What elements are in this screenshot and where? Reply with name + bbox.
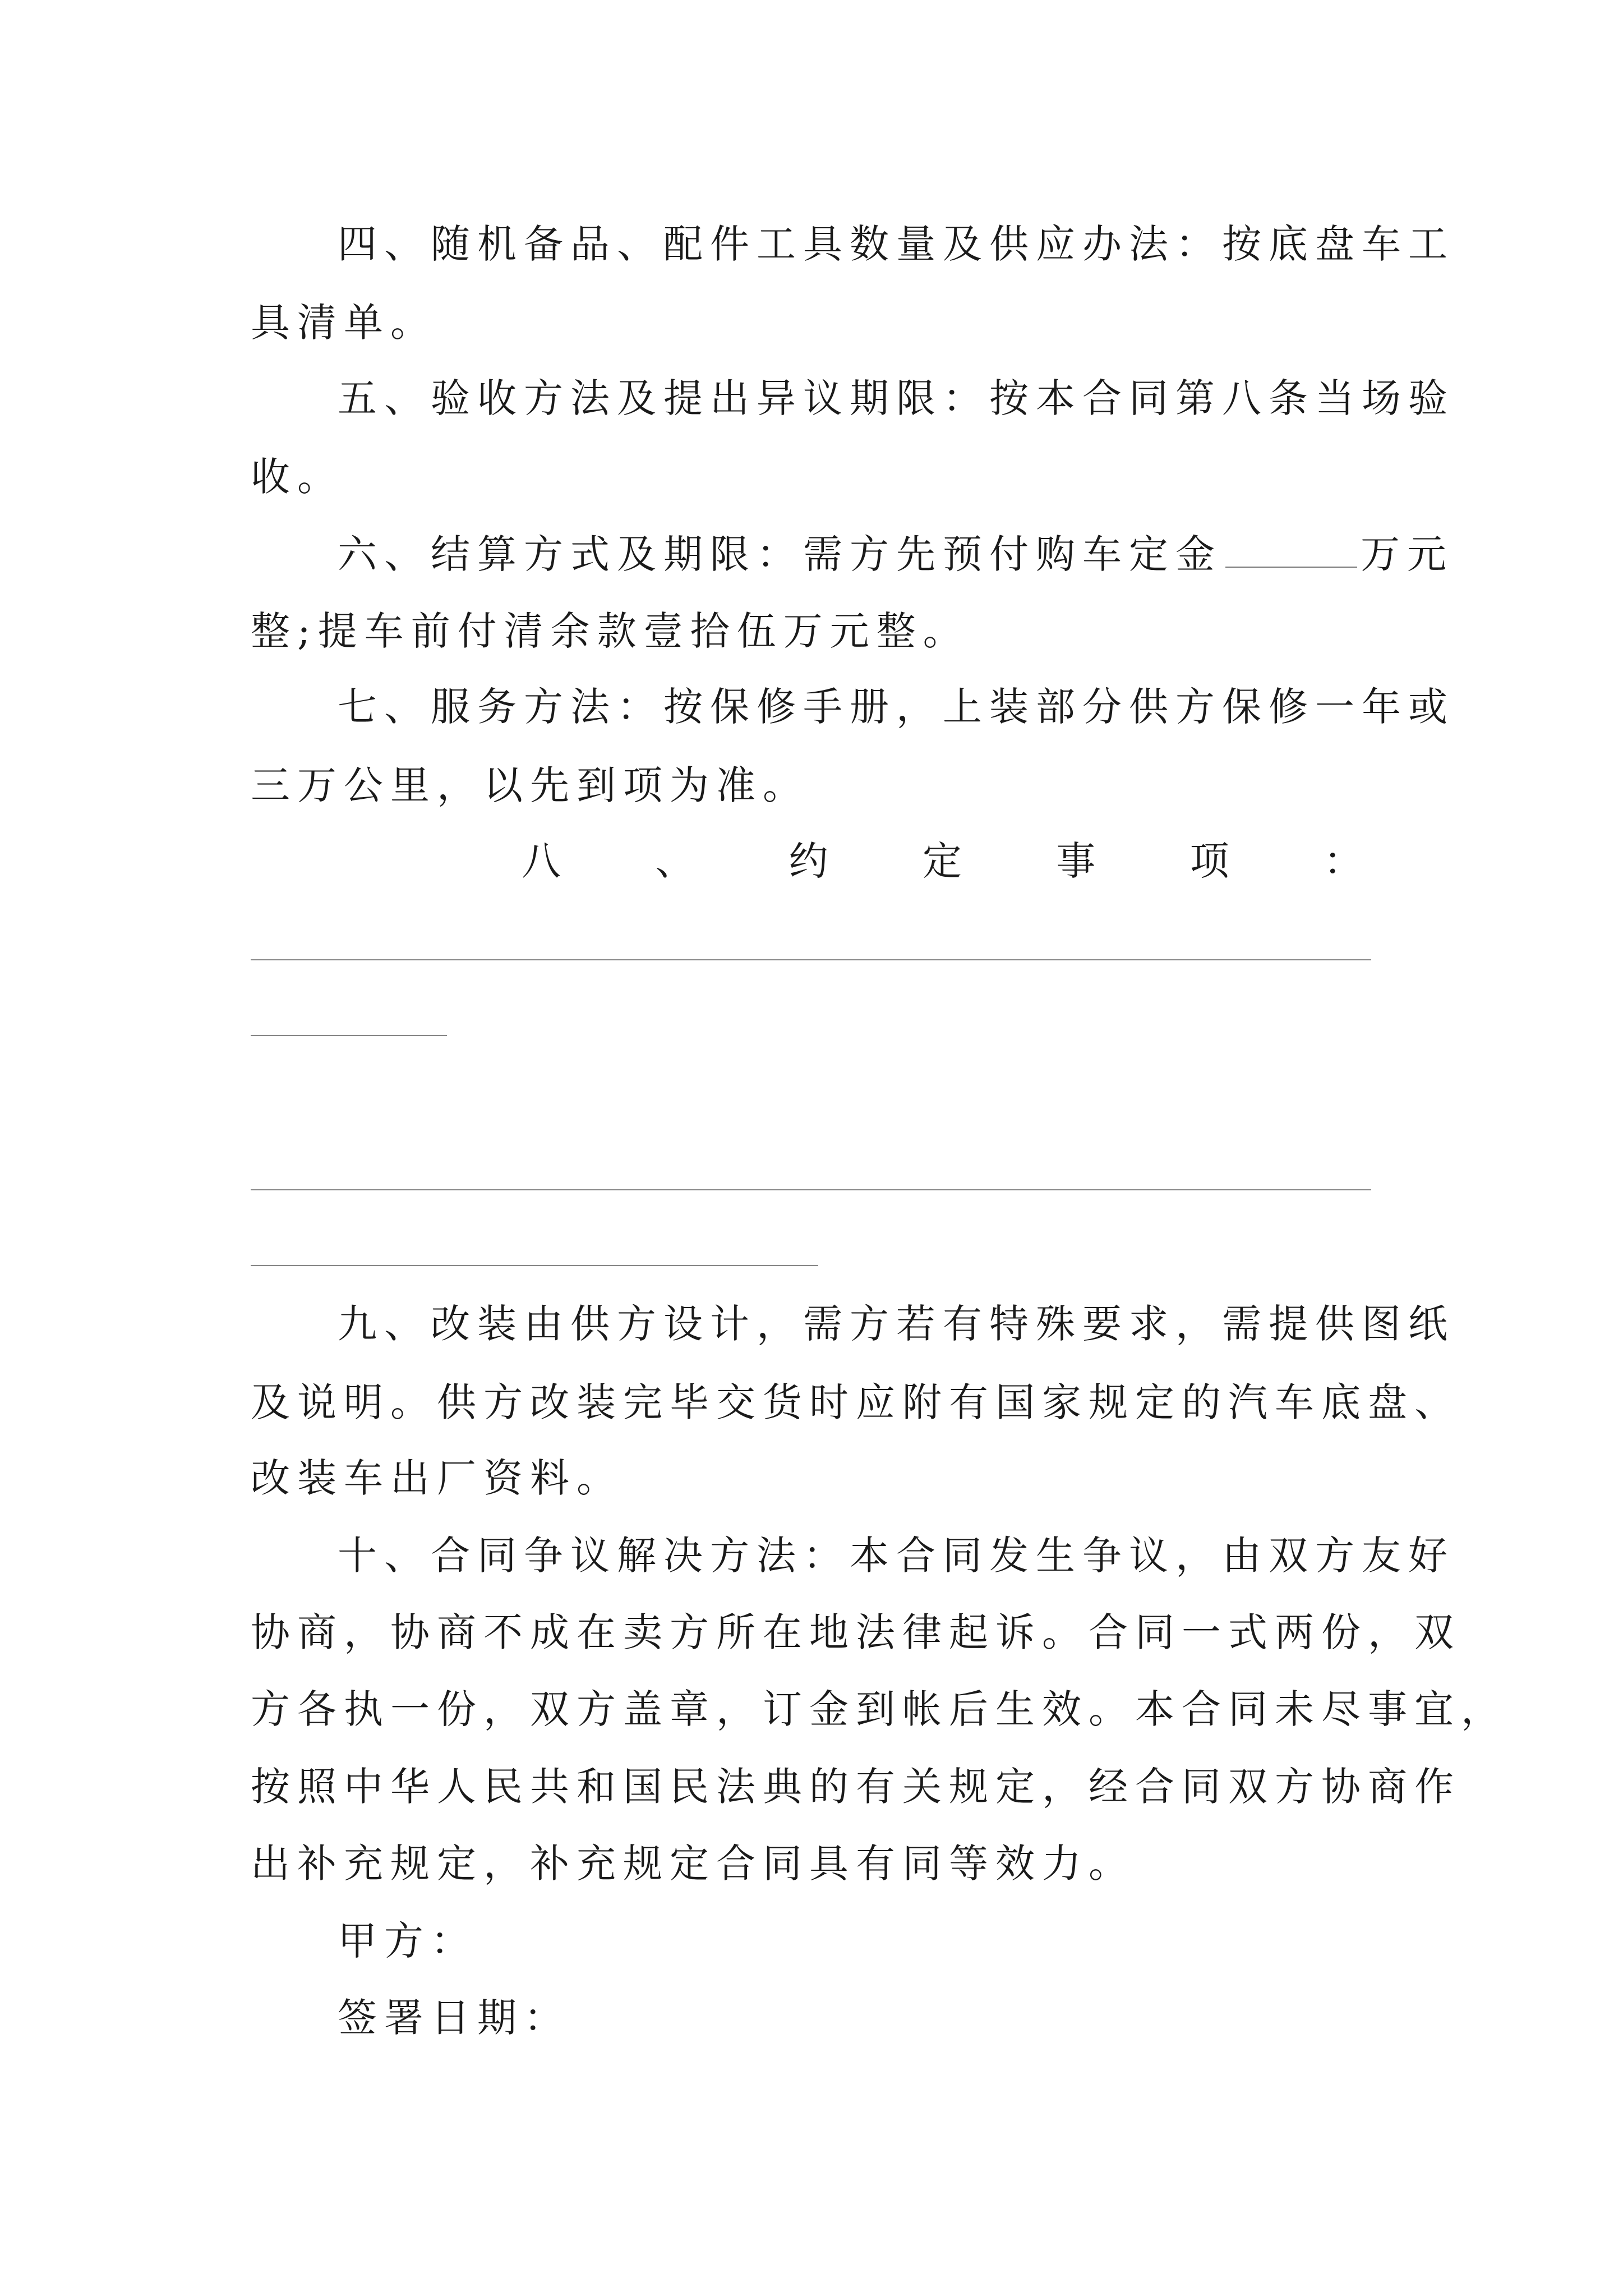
clause-4-line-1: 四、随机备品、配件工具数量及供应办法：按底盘车工 (338, 221, 1455, 267)
signing-date-label: 签署日期： (338, 1995, 570, 2041)
clause-4-line-2: 具清单。 (251, 300, 437, 346)
clause-7-line-2: 三万公里，以先到项为准。 (251, 762, 809, 808)
clause-8-heading (522, 838, 1363, 884)
clause-10-line-3: 方各执一份，双方盖章，订金到帐后生效。本合同未尽事宜， (251, 1686, 1507, 1732)
clause-8-char: 八 (522, 838, 561, 884)
clause-10-line-1: 十、合同争议解决方法：本合同发生争议，由双方友好 (338, 1533, 1455, 1579)
clause-8-char: 项 (1189, 838, 1229, 884)
clause-5-line-2: 收。 (251, 454, 344, 500)
clause-10-line-2: 协商，协商不成在卖方所在地法律起诉。合同一式两份，双 (251, 1609, 1461, 1655)
agreement-blank-line-4 (251, 1265, 818, 1266)
clause-8-char: 定 (922, 838, 962, 884)
agreement-blank-line-3 (251, 1189, 1371, 1190)
clause-6-unit: 万元 (1361, 531, 1454, 577)
agreement-blank-line-2 (251, 1035, 447, 1036)
clause-6-line-2: 整;提车前付清余款壹拾伍万元整。 (251, 608, 970, 654)
clause-10-line-5: 出补充规定，补充规定合同具有同等效力。 (251, 1841, 1135, 1887)
clause-5-line-1: 五、验收方法及提出异议期限：按本合同第八条当场验 (338, 375, 1455, 421)
clause-7-line-1: 七、服务方法：按保修手册，上装部分供方保修一年或 (338, 684, 1455, 730)
agreement-blank-line-1 (251, 959, 1371, 960)
clause-6-text: 六、结算方式及期限：需方先预付购车定金 (338, 531, 1222, 577)
clause-8-char: ： (1323, 838, 1363, 884)
clause-8-char: 、 (655, 838, 695, 884)
clause-9-line-2: 及说明。供方改装完毕交货时应附有国家规定的汽车底盘、 (251, 1379, 1461, 1425)
clause-9-line-3: 改装车出厂资料。 (251, 1455, 623, 1501)
clause-8-char: 约 (789, 838, 828, 884)
clause-10-line-4: 按照中华人民共和国民法典的有关规定，经合同双方协商作 (251, 1764, 1461, 1810)
party-a-label: 甲方： (338, 1918, 477, 1964)
clause-6-line-1 (338, 531, 1454, 577)
clause-9-line-1: 九、改装由供方设计，需方若有特殊要求，需提供图纸 (338, 1301, 1455, 1347)
deposit-amount-blank (1225, 533, 1357, 568)
clause-8-char: 事 (1056, 838, 1096, 884)
